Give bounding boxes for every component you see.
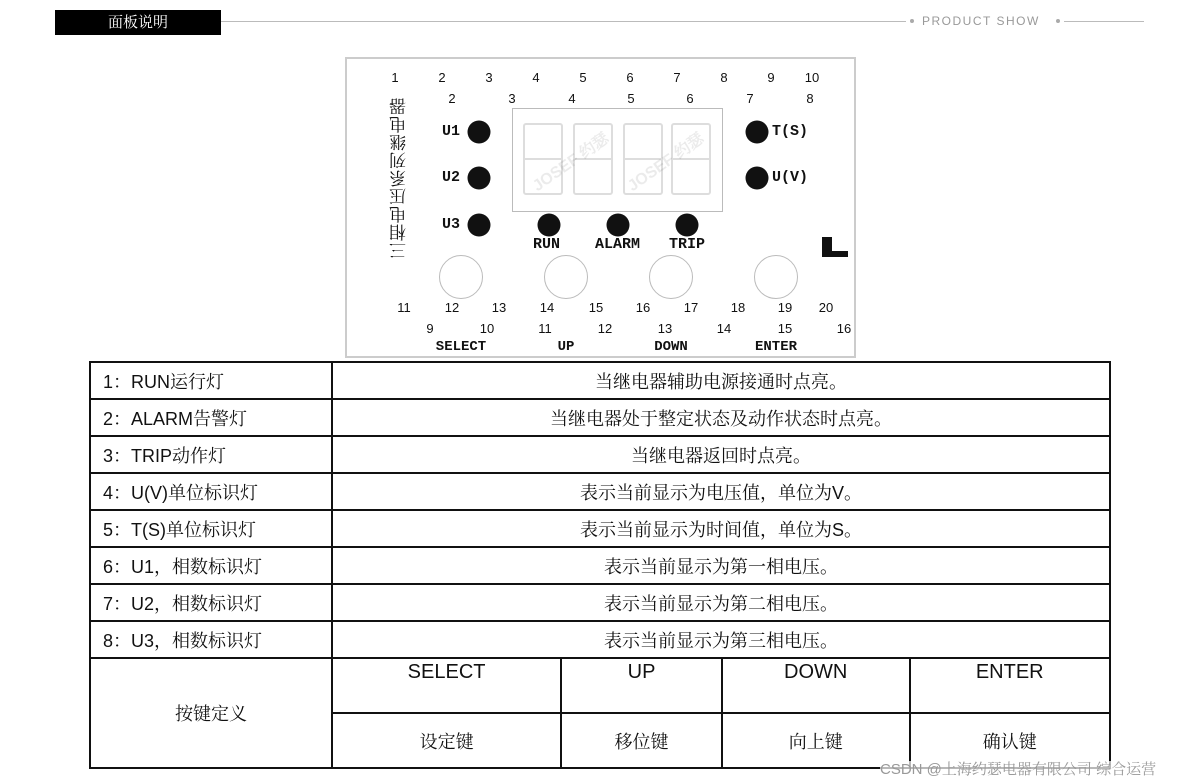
led-ts <box>746 121 769 144</box>
indicator-label: 8：U3，相数标识灯 <box>90 621 332 658</box>
led-label: U2 <box>442 169 461 186</box>
button-label: UP <box>557 339 575 355</box>
pin-number: 14 <box>539 300 555 315</box>
indicator-description: 表示当前显示为第二相电压。 <box>332 584 1110 621</box>
pin-number: 5 <box>579 70 587 85</box>
indicator-label: 3：TRIP动作灯 <box>90 436 332 473</box>
led-u2 <box>468 167 491 190</box>
indicator-description: 表示当前显示为时间值，单位为S。 <box>332 510 1110 547</box>
button-label: SELECT <box>435 339 487 355</box>
key-name: SELECT <box>332 658 561 713</box>
button-label: ENTER <box>754 339 798 355</box>
key-name: ENTER <box>910 658 1111 713</box>
panel-vertical-title: 三相电压系列继电器 <box>390 97 409 259</box>
pin-number: 16 <box>635 300 651 315</box>
keys-label: 按键定义 <box>90 658 332 768</box>
pin-number: 14 <box>716 321 732 336</box>
pin-number: 10 <box>804 70 820 85</box>
led-alarm <box>607 214 630 237</box>
seven-segment-display <box>512 108 723 212</box>
pin-number: 2 <box>448 91 456 106</box>
pin-number: 6 <box>686 91 694 106</box>
divider <box>1064 21 1144 22</box>
pin-number: 12 <box>444 300 460 315</box>
button-select[interactable] <box>439 255 483 299</box>
key-meaning: 确认键 <box>910 713 1111 768</box>
table-row <box>90 621 1110 658</box>
pin-number: 4 <box>568 91 576 106</box>
button-down[interactable] <box>649 255 693 299</box>
led-u1 <box>468 121 491 144</box>
p-mark <box>822 237 848 257</box>
button-up[interactable] <box>544 255 588 299</box>
pin-number: 16 <box>836 321 852 336</box>
key-name: UP <box>561 658 722 713</box>
pin-number: 3 <box>485 70 493 85</box>
key-meaning: 移位键 <box>561 713 722 768</box>
pin-number: 1 <box>391 70 399 85</box>
indicator-description: 当继电器辅助电源接通时点亮。 <box>332 362 1110 399</box>
indicator-label: 4：U(V)单位标识灯 <box>90 473 332 510</box>
pin-number: 9 <box>767 70 775 85</box>
indicator-label: 7：U2，相数标识灯 <box>90 584 332 621</box>
pin-number: 11 <box>397 300 411 315</box>
led-label: ALARM <box>595 236 641 253</box>
led-run <box>538 214 561 237</box>
indicator-description: 表示当前显示为电压值，单位为V。 <box>332 473 1110 510</box>
pin-number: 10 <box>479 321 495 336</box>
pin-number: 7 <box>673 70 681 85</box>
function-table <box>89 361 1111 769</box>
pin-number: 19 <box>777 300 793 315</box>
indicator-description: 当继电器返回时点亮。 <box>332 436 1110 473</box>
divider-dot <box>910 19 914 23</box>
pin-number: 18 <box>730 300 746 315</box>
indicator-description: 表示当前显示为第三相电压。 <box>332 621 1110 658</box>
button-enter[interactable] <box>754 255 798 299</box>
watermark: JOSEF 约瑟 <box>624 130 708 196</box>
indicator-description: 当继电器处于整定状态及动作状态时点亮。 <box>332 399 1110 436</box>
pin-number: 12 <box>597 321 613 336</box>
table-row <box>90 510 1110 547</box>
pin-number: 8 <box>806 91 814 106</box>
table-row <box>90 436 1110 473</box>
led-uv <box>746 167 769 190</box>
watermark: JOSEF 约瑟 <box>529 130 613 196</box>
pin-number: 15 <box>777 321 793 336</box>
led-label: U1 <box>442 123 461 140</box>
divider <box>221 21 906 22</box>
pin-number: 7 <box>746 91 754 106</box>
indicator-description: 表示当前显示为第一相电压。 <box>332 547 1110 584</box>
pin-number: 5 <box>627 91 635 106</box>
table-row <box>90 399 1110 436</box>
led-u3 <box>468 214 491 237</box>
led-label: T(S) <box>772 123 809 140</box>
pin-number: 8 <box>720 70 728 85</box>
relay-front-panel <box>345 57 856 358</box>
pin-number: 6 <box>626 70 634 85</box>
led-label: U(V) <box>772 169 809 186</box>
csdn-watermark: CSDN @上海约瑟电器有限公司 综合运营 <box>880 761 1157 778</box>
led-trip <box>676 214 699 237</box>
pin-number: 15 <box>588 300 604 315</box>
pin-number: 20 <box>818 300 834 315</box>
section-subtitle: PRODUCT SHOW <box>922 14 1040 28</box>
section-title: 面板说明 <box>55 10 221 35</box>
table-row <box>90 547 1110 584</box>
indicator-label: 6：U1，相数标识灯 <box>90 547 332 584</box>
pin-number: 2 <box>438 70 446 85</box>
pin-number: 11 <box>538 321 552 336</box>
table-row <box>90 473 1110 510</box>
pin-number: 3 <box>508 91 516 106</box>
indicator-label: 1：RUN运行灯 <box>90 362 332 399</box>
divider-dot <box>1056 19 1060 23</box>
pin-number: 13 <box>491 300 507 315</box>
led-label: RUN <box>533 236 561 253</box>
table-row <box>90 584 1110 621</box>
key-name: DOWN <box>722 658 910 713</box>
pin-number: 17 <box>683 300 699 315</box>
led-label: U3 <box>442 216 461 233</box>
pin-number: 4 <box>532 70 540 85</box>
led-label: TRIP <box>669 236 706 253</box>
indicator-label: 2：ALARM告警灯 <box>90 399 332 436</box>
key-meaning: 向上键 <box>722 713 910 768</box>
button-label: DOWN <box>654 339 688 355</box>
key-meaning: 设定键 <box>332 713 561 768</box>
table-row <box>90 362 1110 399</box>
pin-number: 13 <box>657 321 673 336</box>
indicator-label: 5：T(S)单位标识灯 <box>90 510 332 547</box>
pin-number: 9 <box>426 321 434 336</box>
